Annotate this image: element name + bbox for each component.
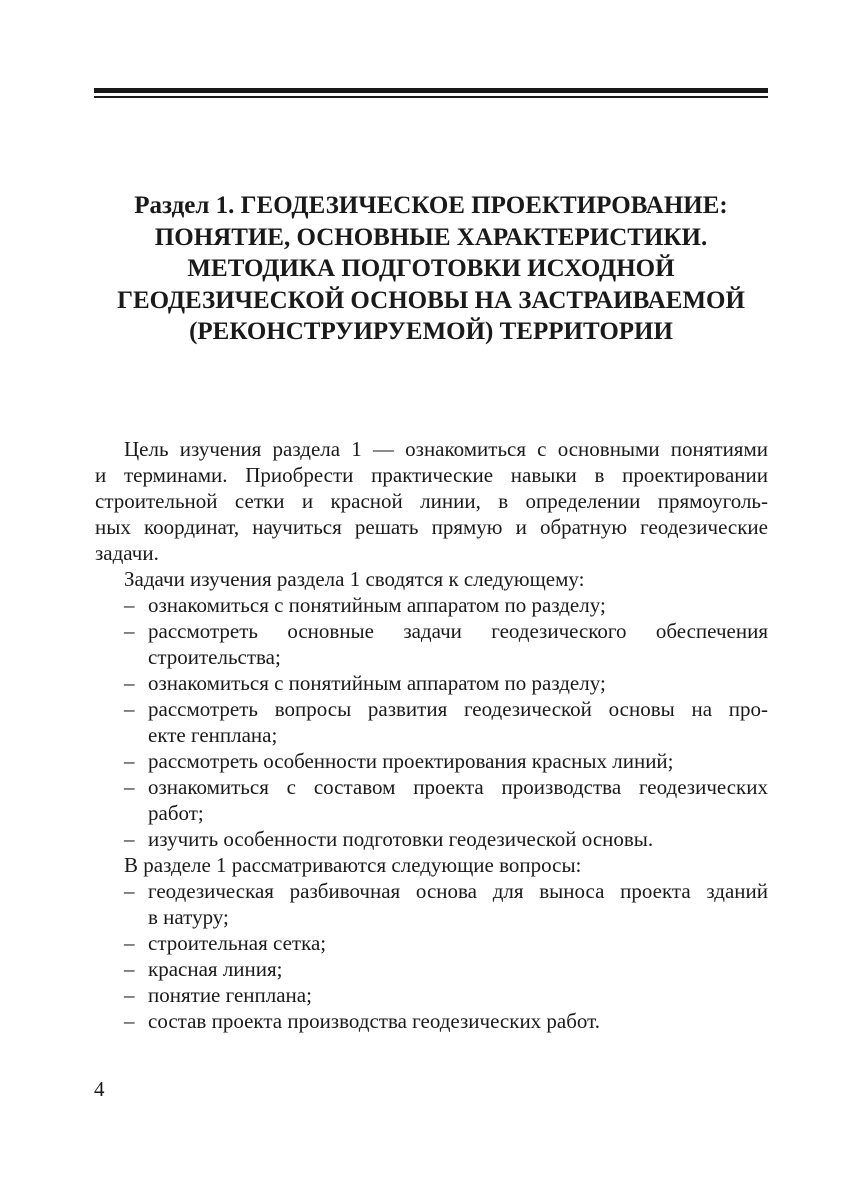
page-number: 4 [94, 1077, 105, 1101]
section-title-line: ПОНЯТИЕ, ОСНОВНЫЕ ХАРАКТЕРИСТИКИ. [154, 223, 708, 251]
list-item-text: ознакомиться с понятийным аппаратом по разделу; [148, 671, 606, 695]
list-dash: – [124, 1009, 135, 1033]
tasks-list [124, 592, 768, 852]
body-text [95, 436, 768, 1034]
list-dash: – [124, 983, 135, 1007]
list-item [124, 930, 768, 956]
list-item [124, 774, 768, 826]
intro-line: и терминами. Приобрести практические навыки в проектировании [95, 463, 768, 487]
list-item [124, 670, 768, 696]
list-item [124, 982, 768, 1008]
list-item-text: изучить особенности подготовки геодезической основы. [148, 827, 654, 851]
list-dash: – [124, 593, 135, 617]
list-item-continuation: екте генплана; [148, 723, 278, 747]
list-dash: – [124, 931, 135, 955]
list-item-text: состав проекта производства геодезических работ. [148, 1009, 601, 1033]
list-item [124, 748, 768, 774]
list-item [124, 878, 768, 930]
intro-paragraph [95, 436, 768, 566]
list-item-text: рассмотреть особенности проектирования красных линий; [148, 749, 674, 773]
tasks-heading: Задачи изучения раздела 1 сводятся к следующему: [124, 567, 585, 591]
list-item [124, 696, 768, 748]
intro-line: ных координат, научиться решать прямую и обратную геодезические [95, 515, 768, 539]
list-dash: – [124, 827, 135, 851]
section-title-line: (РЕКОНСТРУИРУЕМОЙ) ТЕРРИТОРИИ [189, 318, 673, 345]
list-item-text: ознакомиться с составом проекта производства геодезических [148, 775, 768, 799]
list-dash: – [124, 671, 135, 695]
list-item [124, 956, 768, 982]
list-dash: – [124, 697, 135, 721]
list-dash: – [124, 775, 135, 799]
list-dash: – [124, 879, 135, 903]
intro-line: Цель изучения раздела 1 — ознакомиться с основными понятиями [124, 437, 768, 461]
section-title-line: МЕТОДИКА ПОДГОТОВКИ ИСХОДНОЙ [187, 255, 675, 282]
list-item-continuation: в натуру; [148, 905, 229, 929]
list-item-text: строительная сетка; [148, 931, 327, 955]
list-item-text: ознакомиться с понятийным аппаратом по разделу; [148, 593, 606, 617]
list-item-text: красная линия; [148, 957, 283, 981]
list-item-text: рассмотреть основные задачи геодезического обеспечения [148, 619, 768, 643]
section-title [94, 190, 768, 348]
list-item [124, 592, 768, 618]
list-item-text: рассмотреть вопросы развития геодезической основы на про- [148, 697, 768, 721]
list-dash: – [124, 957, 135, 981]
questions-heading: В разделе 1 рассматриваются следующие вопросы: [124, 853, 582, 877]
header-rule-thick [94, 88, 768, 93]
list-item [124, 618, 768, 670]
questions-list [124, 878, 768, 1034]
list-item-text: понятие генплана; [148, 983, 312, 1007]
header-rule-thin [94, 96, 768, 98]
list-item [124, 1008, 768, 1034]
intro-line: задачи. [95, 541, 159, 565]
list-item-continuation: строительства; [148, 645, 281, 669]
list-item-continuation: работ; [148, 801, 204, 825]
list-dash: – [124, 749, 135, 773]
list-item-text: геодезическая разбивочная основа для выноса проекта зданий [148, 879, 768, 903]
intro-line: строительной сетки и красной линии, в определении прямоуголь- [95, 489, 768, 513]
list-item [124, 826, 768, 852]
list-dash: – [124, 619, 135, 643]
section-title-line: ГЕОДЕЗИЧЕСКОЙ ОСНОВЫ НА ЗАСТРАИВАЕМОЙ [117, 286, 745, 314]
section-title-line: Раздел 1. ГЕОДЕЗИЧЕСКОЕ ПРОЕКТИРОВАНИЕ: [134, 192, 728, 219]
